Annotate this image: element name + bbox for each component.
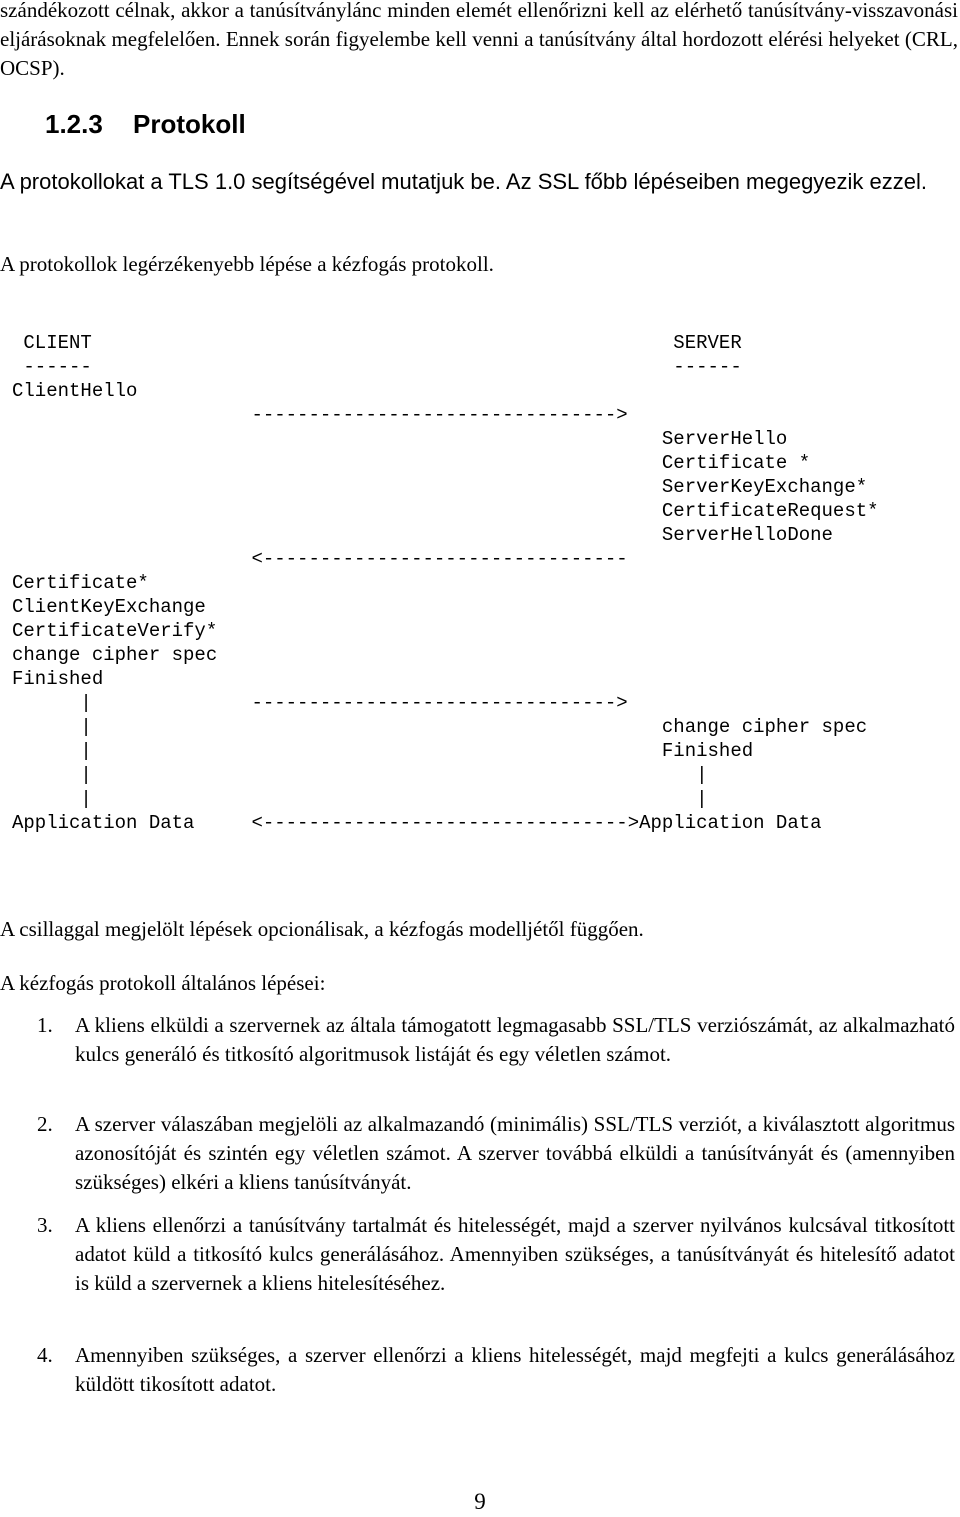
section-heading	[45, 106, 246, 142]
steps-intro: A kézfogás protokoll általános lépései:	[0, 971, 326, 995]
list-item-number: 4.	[37, 1343, 53, 1367]
section-title: Protokoll	[133, 109, 246, 139]
section-number: 1.2.3	[45, 109, 103, 139]
optional-steps-note: A csillaggal megjelölt lépések opcionálisak, a kézfogás modelljétől függően.	[0, 917, 644, 941]
handshake-paragraph: A protokollok legérzékenyebb lépése a kézfogás protokoll.	[0, 252, 494, 276]
page-number: 9	[474, 1489, 486, 1514]
list-item-text: A szerver válaszában megjelöli az alkalmazandó (minimális) SSL/TLS verziót, a kiválasztott algoritmus azonosítóját és szintén egy véletlen számot. A szerver továbbá elküldi a tanúsítványát és (amennyiben szükséges) elkéri a kliens tanúsítványát.	[75, 1112, 955, 1194]
list-item-text: Amennyiben szükséges, a szerver ellenőrzi a kliens hitelességét, majd megfejti a kulcs generálásához küldött tikosított adatot.	[75, 1343, 955, 1396]
list-item-text: A kliens elküldi a szervernek az általa támogatott legmagasabb SSL/TLS verziószámát, az alkalmazható kulcs generáló és titkosító algoritmusok listáját és egy véletlen számot.	[75, 1013, 955, 1066]
list-item-number: 3.	[37, 1213, 53, 1237]
list-item-number: 1.	[37, 1013, 53, 1037]
tls-paragraph: A protokollokat a TLS 1.0 segítségével mutatjuk be. Az SSL főbb lépéseiben megegyezik ezzel.	[0, 169, 928, 194]
intro-paragraph: szándékozott célnak, akkor a tanúsítványlánc minden elemét ellenőrizni kell az elérhető tanúsítvány-visszavonási eljárásoknak megfelelően. Ennek során figyelembe kell venni a tanúsítvány által hordozott elérési helyeket (CRL, OCSP).	[0, 0, 958, 80]
list-item-text: A kliens ellenőrzi a tanúsítvány tartalmát és hitelességét, majd a szerver nyilvános kulcsával titkosított adatot küld a titkosító kulcs generálásához. Amennyiben szükséges, a tanúsítványát és hitelesítő adatot is küld a szervernek a kliens hitelesítéséhez.	[75, 1213, 955, 1295]
handshake-diagram: CLIENT SERVER ------ ------ ClientHello --------------------------------> ServerHello Certificate * ServerKeyExchange* CertificateRequest* ServerHelloDone <-------------------------------- Certificate* ClientKeyExchange CertificateVerify* change cipher spec Finished | --------------------------------> | change cipher spec | Finished | | | | Application Data <-------------------------------->Application Data	[12, 332, 879, 834]
list-item-number: 2.	[37, 1112, 53, 1136]
